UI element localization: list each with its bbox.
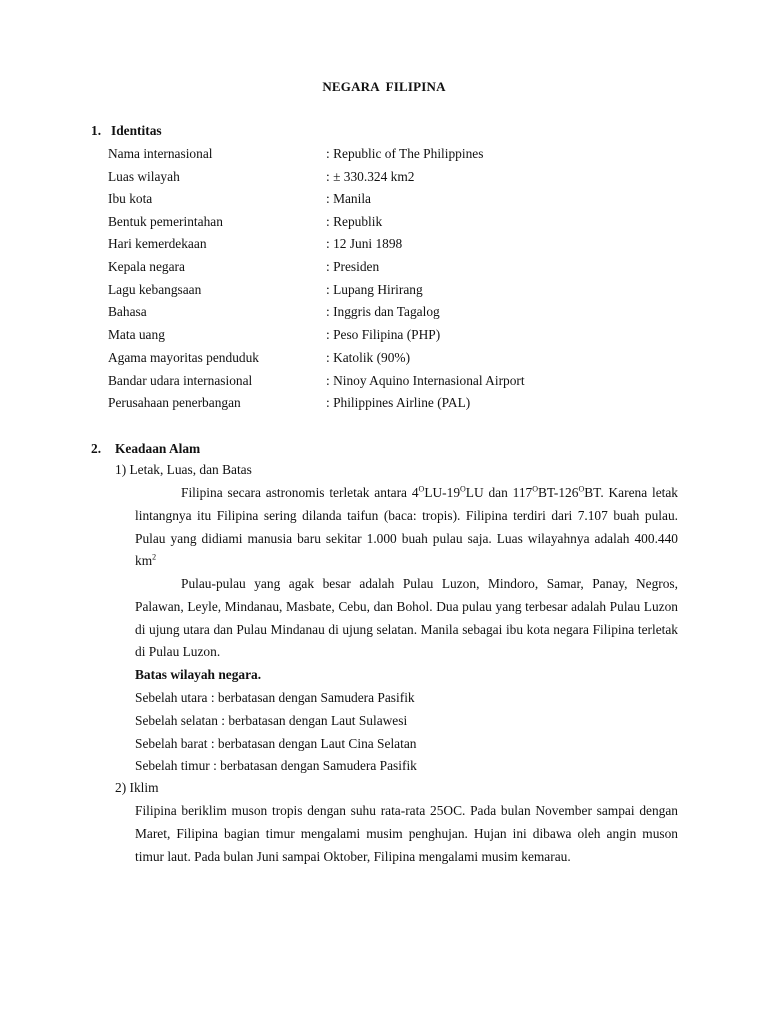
section-2-title: Keadaan Alam bbox=[115, 441, 201, 456]
squared-superscript: 2 bbox=[152, 552, 157, 562]
section-1-title: Identitas bbox=[111, 123, 162, 138]
identity-row bbox=[108, 168, 708, 186]
border-line: Sebelah utara : berbatasan dengan Samudera Pasifik bbox=[135, 690, 415, 705]
identity-value: : Inggris dan Tagalog bbox=[326, 304, 440, 319]
identity-value: : Peso Filipina (PHP) bbox=[326, 327, 441, 342]
para-text: LU dan 117 bbox=[465, 485, 533, 500]
identity-row bbox=[108, 281, 708, 299]
paragraph-islands: Pulau-pulau yang agak besar adalah Pulau Luzon, Mindoro, Samar, Panay, Negros, Palawan, Leyle, Mindanau, Masbate, Cebu, dan Bohol. Dua pulau yang terbesar adalah Pulau Luzon di ujung utara dan Pulau Mindanau di ujung selatan. Manila sebagai ibu kota negara Filipina terletak di Pulau Luzon. bbox=[135, 576, 678, 660]
identity-label: Ibu kota bbox=[108, 191, 153, 206]
borders-heading: Batas wilayah negara. bbox=[135, 667, 262, 682]
identity-label: Perusahaan penerbangan bbox=[108, 395, 241, 410]
border-line: Sebelah barat : berbatasan dengan Laut Cina Selatan bbox=[135, 736, 417, 751]
subsection-location-heading: 1) Letak, Luas, dan Batas bbox=[115, 462, 252, 477]
para-text: Filipina secara astronomis terletak antara 4 bbox=[181, 485, 419, 500]
identity-row bbox=[108, 303, 708, 321]
page-title: NEGARA FILIPINA bbox=[322, 79, 446, 94]
identity-row bbox=[108, 235, 708, 253]
section-1-heading bbox=[91, 123, 162, 139]
paragraph-climate: Filipina beriklim muson tropis dengan suhu rata-rata 25OC. Pada bulan November sampai dengan Maret, Filipina bagian timur mengalami musim penghujan. Hujan ini dibawa oleh angin muson timur laut. Pada bulan Juni sampai Oktober, Filipina mengalami musim kemarau. bbox=[135, 803, 678, 864]
identity-value: : Manila bbox=[326, 191, 371, 206]
subsection-climate-heading: 2) Iklim bbox=[115, 780, 159, 795]
identity-value: : Presiden bbox=[326, 259, 380, 274]
identity-row bbox=[108, 326, 708, 344]
identity-row bbox=[108, 372, 708, 390]
para-text: BT. Karena letak lintangnya itu Filipina sering dilanda taifun (baca: tropis). Filipina terdiri dari 7.107 buah pulau. Pulau yang didiami manusia baru sekitar 1.000 buah pulau saja. Luas wilayahnya adalah 400.440 km bbox=[135, 485, 679, 569]
section-2-heading bbox=[91, 441, 200, 457]
identity-value: : ± 330.324 km2 bbox=[326, 169, 415, 184]
section-2-number: 2. bbox=[91, 441, 102, 456]
identity-label: Bentuk pemerintahan bbox=[108, 214, 223, 229]
identity-row bbox=[108, 258, 708, 276]
paragraph-astronomical-location bbox=[135, 482, 678, 573]
identity-label: Bandar udara internasional bbox=[108, 373, 253, 388]
identity-label: Kepala negara bbox=[108, 259, 185, 274]
identity-label: Agama mayoritas penduduk bbox=[108, 350, 259, 365]
identity-label: Bahasa bbox=[108, 304, 147, 319]
identity-value: : Lupang Hirirang bbox=[326, 282, 423, 297]
identity-value: : Katolik (90%) bbox=[326, 350, 411, 365]
para-text: BT-126 bbox=[538, 485, 579, 500]
identity-row bbox=[108, 145, 708, 163]
degree-superscript: O bbox=[578, 484, 585, 494]
identity-row bbox=[108, 190, 708, 208]
identity-label: Nama internasional bbox=[108, 146, 213, 161]
identity-value: : Philippines Airline (PAL) bbox=[326, 395, 471, 410]
border-line: Sebelah selatan : berbatasan dengan Laut Sulawesi bbox=[135, 713, 408, 728]
border-line: Sebelah timur : berbatasan dengan Samudera Pasifik bbox=[135, 758, 417, 773]
degree-superscript: O bbox=[460, 484, 466, 494]
identity-label: Luas wilayah bbox=[108, 169, 180, 184]
section-1-number: 1. bbox=[91, 123, 102, 138]
identity-row bbox=[108, 349, 708, 367]
identity-value: : Republic of The Philippines bbox=[326, 146, 484, 161]
identity-label: Hari kemerdekaan bbox=[108, 236, 207, 251]
identity-row bbox=[108, 213, 708, 231]
identity-value: : Republik bbox=[326, 214, 383, 229]
identity-label: Lagu kebangsaan bbox=[108, 282, 202, 297]
para-text: LU-19 bbox=[424, 485, 461, 500]
degree-superscript: O bbox=[532, 484, 538, 494]
identity-value: : 12 Juni 1898 bbox=[326, 236, 403, 251]
identity-label: Mata uang bbox=[108, 327, 165, 342]
identity-row bbox=[108, 394, 708, 412]
degree-superscript: O bbox=[418, 484, 425, 494]
identity-value: : Ninoy Aquino Internasional Airport bbox=[326, 373, 525, 388]
